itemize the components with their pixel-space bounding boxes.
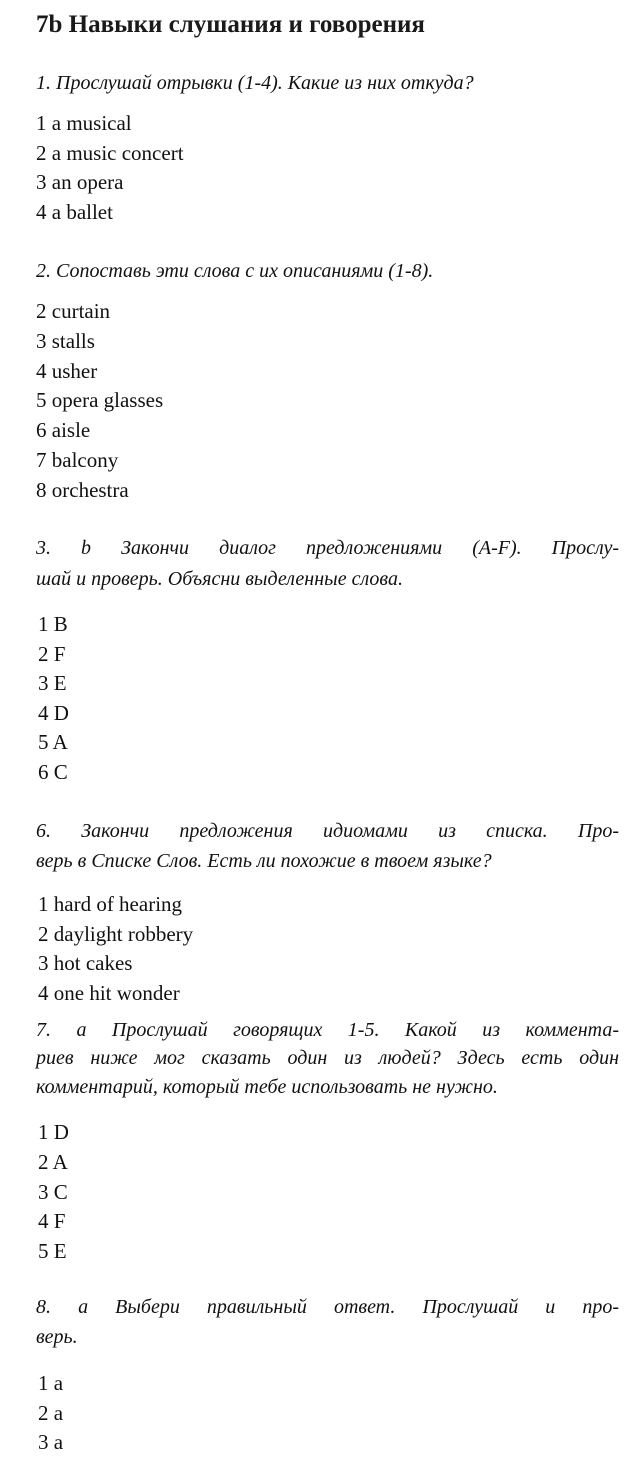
exercise-instruction: риев ниже мог сказать один из людей? Здесь есть один [36,1047,619,1069]
page-title: 7b Навыки слушания и говорения [36,11,425,38]
answer-item: 4 D [38,701,69,725]
exercise-instruction: 2. Сопоставь эти слова с их описаниями (1-8). [36,260,434,282]
exercise-instruction: 7. a Прослушай говорящих 1-5. Какой из коммента- [36,1019,619,1041]
exercise-instruction: 1. Прослушай отрывки (1-4). Какие из них откуда? [36,72,474,94]
answer-item: 4 a ballet [36,200,113,224]
answer-item: 2 a [38,1401,64,1425]
exercise-instruction: верь. [36,1326,78,1348]
answer-item: 1 a musical [36,111,132,135]
answer-item: 3 hot cakes [38,951,133,975]
answer-item: 3 an opera [36,170,124,194]
answer-item: 7 balcony [36,448,119,472]
exercise-instruction: 3. b Закончи диалог предложениями (A-F). Прослу- [36,537,619,559]
answer-item: 3 stalls [36,329,95,353]
exercise-instruction: комментарий, который тебе использовать не нужно. [36,1076,498,1098]
answer-item: 6 C [38,760,68,784]
answer-item: 2 a music concert [36,141,184,165]
answer-item: 1 hard of hearing [38,892,183,916]
answer-item: 5 opera glasses [36,388,164,412]
answer-item: 2 F [38,642,66,666]
answer-item: 4 usher [36,359,98,383]
answer-item: 4 one hit wonder [38,981,180,1005]
answer-item: 3 E [38,671,67,695]
answer-item: 6 aisle [36,418,91,442]
exercise-instruction: верь в Списке Слов. Есть ли похожие в твоем языке? [36,850,492,872]
answer-item: 8 orchestra [36,478,129,502]
answer-item: 4 F [38,1209,66,1233]
answer-item: 3 C [38,1180,68,1204]
answer-item: 1 a [38,1371,64,1395]
answer-item: 5 E [38,1239,67,1263]
answer-item: 2 A [38,1150,68,1174]
answer-item: 5 A [38,730,68,754]
answer-item: 1 D [38,1120,69,1144]
answer-item: 2 curtain [36,299,111,323]
exercise-instruction: 6. Закончи предложения идиомами из списка. Про- [36,820,619,842]
answer-item: 2 daylight robbery [38,922,194,946]
answer-item: 1 B [38,612,68,636]
answer-item: 3 a [38,1430,64,1454]
exercise-instruction: шай и проверь. Объясни выделенные слова. [36,568,403,590]
exercise-instruction: 8. a Выбери правильный ответ. Прослушай и про- [36,1296,619,1318]
